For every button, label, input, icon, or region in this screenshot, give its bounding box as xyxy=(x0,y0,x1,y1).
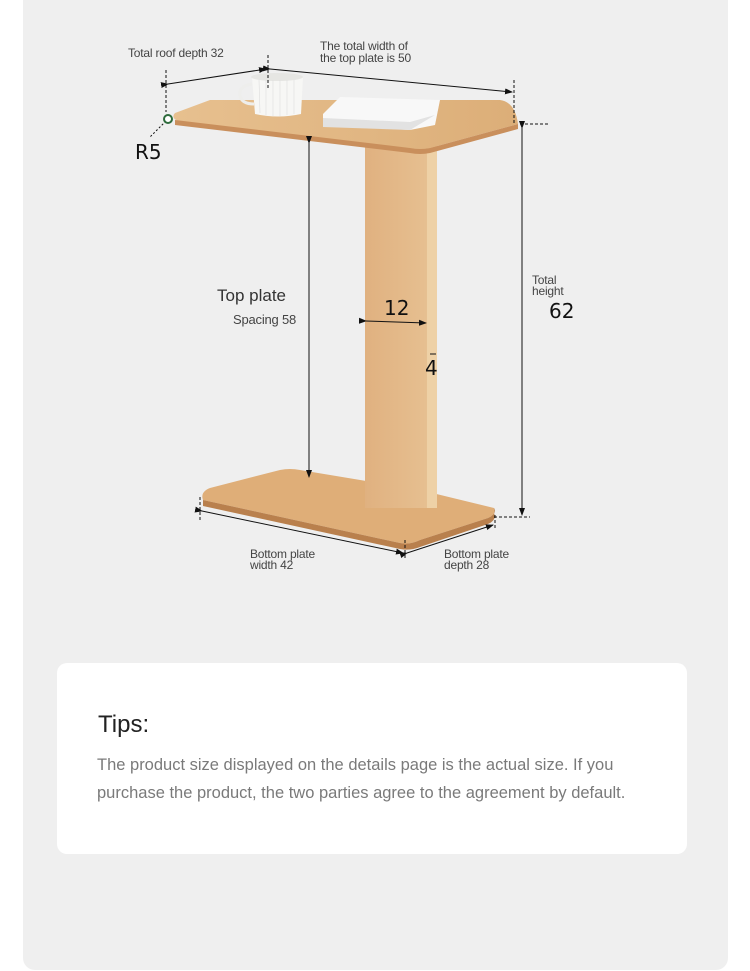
label-bottom-width-2: width 42 xyxy=(250,558,294,572)
radius-marker-icon xyxy=(164,115,172,123)
label-bottom-depth-2: depth 28 xyxy=(444,558,490,572)
label-total-height-value: 62 xyxy=(549,299,575,323)
label-roof-depth: Total roof depth 32 xyxy=(128,46,224,60)
label-spacing: Spacing 58 xyxy=(233,312,297,327)
label-bottom-depth-1: Bottom plate xyxy=(444,547,509,561)
column xyxy=(365,140,437,508)
label-top-width-2: the top plate is 50 xyxy=(320,51,411,65)
label-bottom-width-1: Bottom plate xyxy=(250,547,315,561)
tips-body: The product size displayed on the details page is the actual size. If you purchase the product, the two parties agree to the agreement by default. xyxy=(97,756,626,802)
bottom-plate xyxy=(202,469,494,550)
label-column-depth: 4 xyxy=(425,356,438,380)
tips-card xyxy=(57,663,687,854)
label-total-height-2: height xyxy=(532,284,564,298)
label-column-width: 12 xyxy=(384,296,410,320)
label-top-width-1: The total width of xyxy=(320,39,408,53)
label-top-plate: Top plate xyxy=(217,286,286,305)
book-illustration xyxy=(323,97,440,130)
tips-title: Tips: xyxy=(98,711,150,738)
label-radius: R5 xyxy=(135,140,162,164)
label-total-height-1: Total xyxy=(532,273,557,287)
